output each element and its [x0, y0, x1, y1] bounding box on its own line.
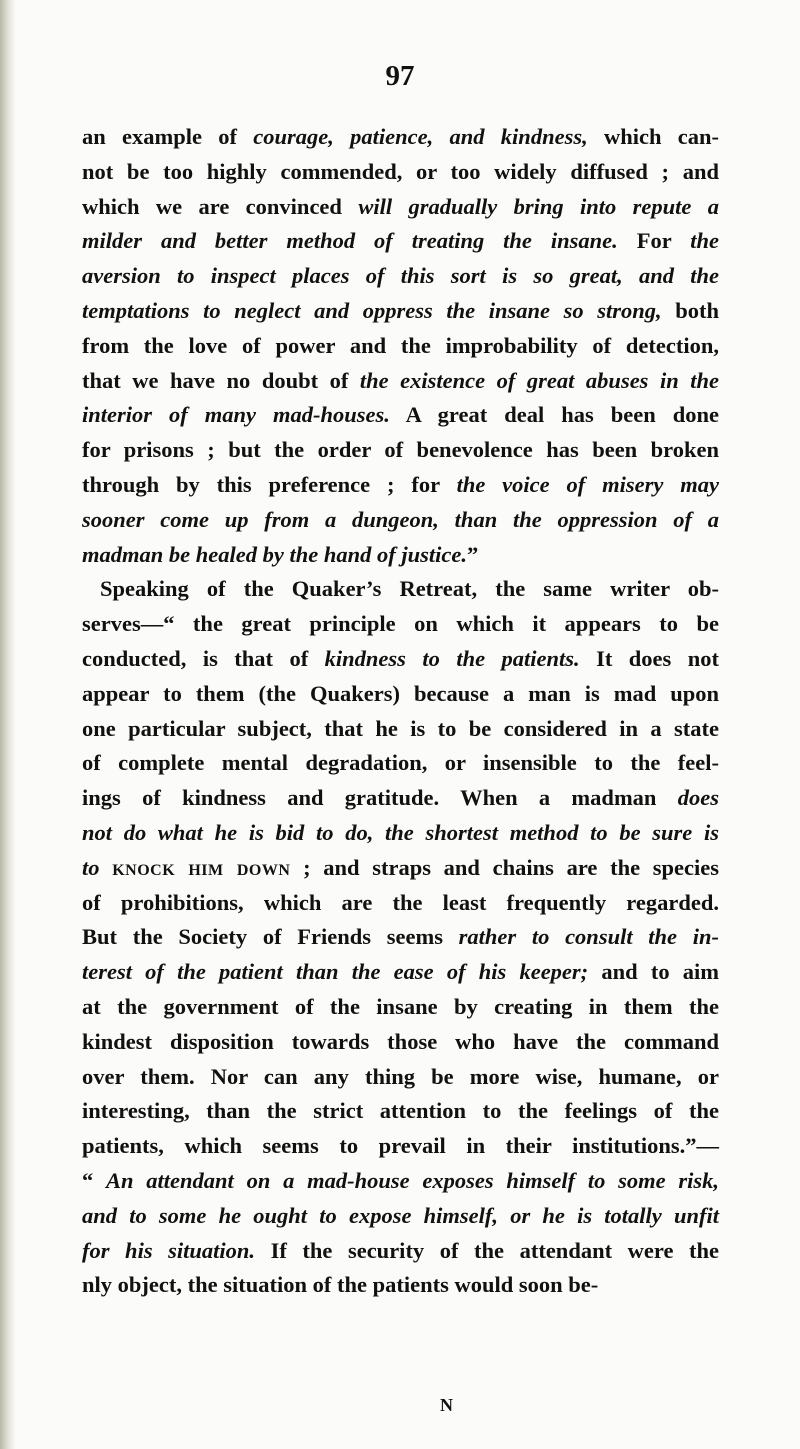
text-line — [82, 955, 719, 990]
text-line — [82, 468, 719, 503]
text-line — [82, 816, 719, 851]
italic-run: for his situation. — [82, 1237, 256, 1263]
text-run: serves—“ the great principle on which it appears to be — [82, 611, 719, 637]
text-run: If the security of the attendant were the — [255, 1237, 719, 1263]
text-line — [82, 990, 719, 1025]
text-line — [82, 1199, 719, 1234]
text-run: Speaking of the Quaker’s Retreat, the same writer ob- — [100, 576, 719, 602]
text-line — [82, 155, 719, 190]
text-line — [82, 1060, 719, 1095]
text-line — [82, 364, 719, 399]
text-line — [82, 746, 719, 781]
text-line — [82, 1234, 719, 1269]
text-run: from the love of power and the improbability of detection, — [82, 332, 719, 358]
text-line — [82, 1025, 719, 1060]
text-line — [82, 642, 719, 677]
text-run: ; and straps and chains are the species — [290, 854, 720, 880]
italic-run: will gradually bring into repute a — [358, 193, 719, 219]
text-line — [82, 886, 719, 921]
text-line — [82, 851, 719, 886]
italic-run: to — [82, 854, 100, 880]
text-line — [82, 224, 719, 259]
text-line — [82, 712, 719, 747]
text-run: both — [661, 297, 719, 323]
text-run: an example of — [82, 124, 254, 149]
italic-run: does — [677, 785, 719, 811]
text-run: which can- — [587, 124, 719, 149]
text-run: ” — [467, 541, 479, 567]
text-run — [100, 855, 113, 880]
text-run: one particular subject, that he is to be considered in a state — [82, 715, 719, 741]
italic-run: the — [690, 228, 719, 254]
italic-run: madman be healed by the hand of justice. — [82, 541, 467, 567]
text-run: conducted, is that of — [82, 645, 325, 671]
text-run: ings of kindness and gratitude. When a madman — [82, 785, 678, 811]
text-run: A great deal has been done — [389, 402, 720, 428]
text-run: for prisons ; but the order of benevolence has been broken — [82, 437, 719, 463]
italic-run: kindness to the patients. — [324, 645, 580, 671]
page-number: 97 — [385, 60, 415, 92]
italic-run: An attendant on a mad-house exposes himself to some risk, — [106, 1167, 720, 1193]
small-caps-run: knock him down — [112, 854, 291, 880]
signature-mark: N — [440, 1395, 453, 1415]
text-line — [82, 1268, 719, 1303]
text-line — [82, 1129, 719, 1164]
body-text — [82, 120, 719, 1303]
text-line — [82, 294, 719, 329]
text-line — [82, 503, 719, 538]
text-run: of prohibitions, which are the least frequently regarded. — [82, 889, 719, 915]
text-line — [82, 398, 719, 433]
italic-run: sooner come up from a dungeon, than the oppression of a — [82, 506, 719, 532]
text-line — [82, 190, 719, 225]
text-run: not be too highly commended, or too widely diffused ; and — [82, 158, 719, 184]
text-run: which we are convinced — [82, 193, 359, 219]
text-run: nly object, the situation of the patients would soon be- — [82, 1272, 599, 1298]
italic-run: and to some he ought to expose himself, or he is totally unfit — [82, 1202, 719, 1228]
text-run: and to aim — [588, 959, 720, 985]
text-line — [82, 781, 719, 816]
text-run: of complete mental degradation, or insensible to the feel- — [82, 750, 719, 776]
italic-run: interior of many mad-houses. — [82, 402, 390, 428]
text-line — [82, 1164, 719, 1199]
page-binding-edge — [0, 0, 16, 1449]
text-run: over them. Nor can any thing be more wise, humane, or — [82, 1063, 719, 1089]
italic-run: the voice of misery may — [456, 471, 719, 497]
text-run: kindest disposition towards those who have the command — [82, 1028, 719, 1054]
text-run: patients, which seems to prevail in their institutions.”— — [82, 1133, 719, 1159]
text-run: It does not — [579, 645, 719, 671]
text-line — [82, 1094, 719, 1129]
text-line — [82, 677, 719, 712]
italic-run: not do what he is bid to do, the shortest method to be sure is — [82, 819, 719, 845]
text-run: interesting, than the strict attention to the feelings of the — [82, 1098, 719, 1124]
text-run: For — [617, 228, 691, 254]
text-line — [82, 538, 719, 573]
text-line — [82, 607, 719, 642]
text-run: that we have no doubt of — [82, 367, 360, 393]
text-run: appear to them (the Quakers) because a man is mad upon — [82, 680, 719, 706]
text-line — [82, 120, 719, 155]
text-run: But the Society of Friends seems — [82, 924, 459, 950]
text-run: “ — [82, 1167, 107, 1193]
text-line — [82, 259, 719, 294]
text-run: at the government of the insane by creating in them the — [82, 993, 719, 1019]
italic-run: the existence of great abuses in the — [359, 367, 719, 393]
text-run: through by this preference ; for — [82, 471, 457, 497]
italic-run: milder and better method of treating the insane. — [82, 228, 618, 254]
text-line — [82, 920, 719, 955]
italic-run: aversion to inspect places of this sort is so great, and the — [82, 263, 719, 289]
text-line — [82, 433, 719, 468]
italic-run: courage, patience, and kindness, — [253, 124, 588, 149]
italic-run: rather to consult the in- — [458, 924, 719, 950]
italic-run: temptations to neglect and oppress the insane so strong, — [82, 297, 662, 323]
italic-run: terest of the patient than the ease of his keeper; — [82, 959, 589, 985]
text-line — [82, 329, 719, 364]
text-line — [82, 572, 719, 607]
